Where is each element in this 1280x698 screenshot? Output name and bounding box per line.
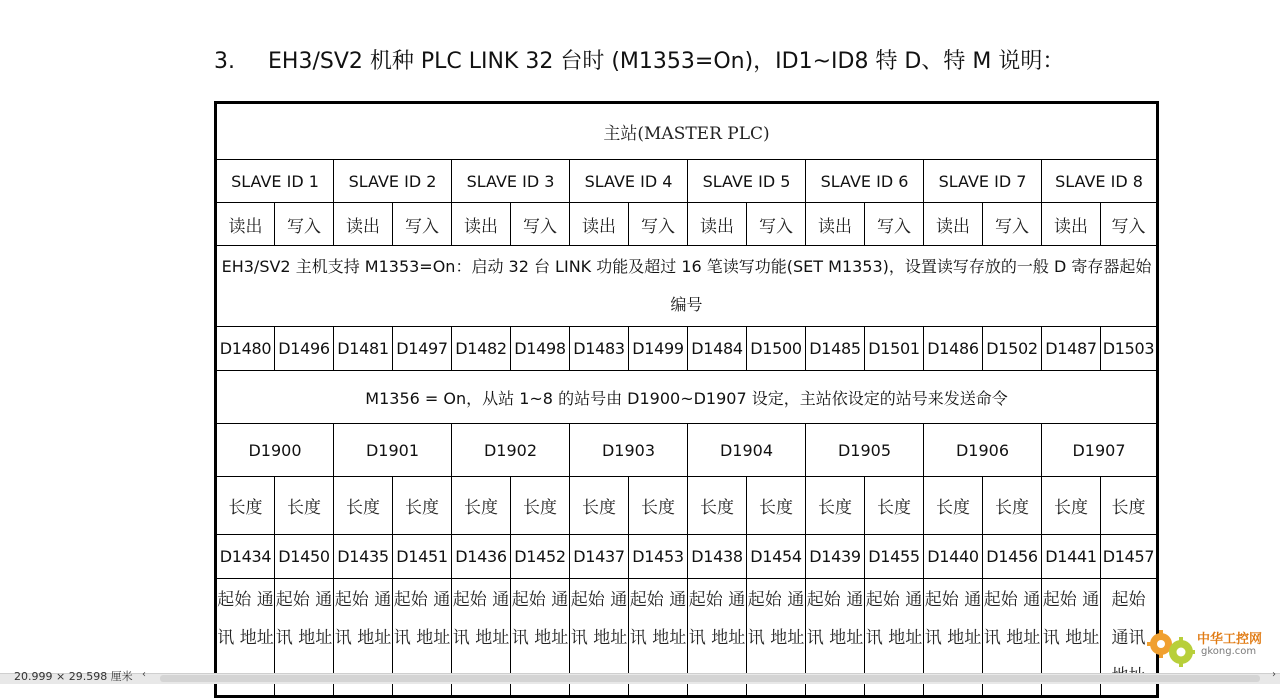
- length-register-cell: D1440: [924, 535, 983, 579]
- register-row: [216, 327, 1158, 371]
- length-cell: 长度: [393, 477, 452, 535]
- read-cell: 读出: [1042, 203, 1101, 246]
- register-cell: D1487: [1042, 327, 1101, 371]
- start-address-cell: 起始 通讯 地址: [924, 579, 983, 697]
- slave-id-cell: SLAVE ID 7: [924, 160, 1042, 203]
- length-cell: 长度: [629, 477, 688, 535]
- register-cell: D1500: [747, 327, 806, 371]
- register-cell: D1486: [924, 327, 983, 371]
- length-cell: 长度: [865, 477, 924, 535]
- length-cell: 长度: [452, 477, 511, 535]
- scroll-right-icon[interactable]: ›: [1272, 669, 1276, 680]
- length-register-cell: D1452: [511, 535, 570, 579]
- write-cell: 写入: [629, 203, 688, 246]
- length-register-cell: D1456: [983, 535, 1042, 579]
- start-address-cell: 起始 通讯 地址: [393, 579, 452, 697]
- start-address-cell: 起始 通讯 地址: [688, 579, 747, 697]
- read-cell: 读出: [688, 203, 747, 246]
- gear-icon: [1145, 622, 1195, 668]
- register-cell: D1480: [216, 327, 275, 371]
- write-cell: 写入: [393, 203, 452, 246]
- note-row: [216, 246, 1158, 327]
- start-address-cell: 起始 通讯 地址: [747, 579, 806, 697]
- watermark-domain: gkong.com: [1201, 646, 1257, 657]
- start-address-cell: 起始 通讯 地址: [334, 579, 393, 697]
- start-address-cell: 起始 通讯 地址: [1042, 579, 1101, 697]
- length-register-cell: D1436: [452, 535, 511, 579]
- read-cell: 读出: [334, 203, 393, 246]
- station-note-cell: M1356 = On，从站 1~8 的站号由 D1900~D1907 设定，主站依设定的站号来发送命令: [216, 371, 1158, 424]
- length-cell: 长度: [1101, 477, 1158, 535]
- station-note-row: [216, 371, 1158, 424]
- start-address-cell: 起始 通讯 地址: [983, 579, 1042, 697]
- register-cell: D1481: [334, 327, 393, 371]
- length-cell: 长度: [570, 477, 629, 535]
- register-cell: D1498: [511, 327, 570, 371]
- slave-id-cell: SLAVE ID 3: [452, 160, 570, 203]
- length-cell: 长度: [747, 477, 806, 535]
- register-cell: D1497: [393, 327, 452, 371]
- length-register-cell: D1437: [570, 535, 629, 579]
- write-cell: 写入: [1101, 203, 1158, 246]
- master-row: [216, 103, 1158, 160]
- register-cell: D1483: [570, 327, 629, 371]
- length-row: [216, 477, 1158, 535]
- length-register-cell: D1453: [629, 535, 688, 579]
- plc-link-table: [214, 101, 1159, 698]
- watermark-brand: 中华工控网: [1197, 632, 1263, 647]
- start-address-cell: 起始 通讯 地址: [570, 579, 629, 697]
- station-register-cell: D1905: [806, 424, 924, 477]
- register-cell: D1499: [629, 327, 688, 371]
- slave-id-cell: SLAVE ID 5: [688, 160, 806, 203]
- length-cell: 长度: [806, 477, 865, 535]
- station-register-cell: D1904: [688, 424, 806, 477]
- start-address-cell: 起始 通讯 地址: [865, 579, 924, 697]
- read-cell: 读出: [570, 203, 629, 246]
- length-register-cell: D1438: [688, 535, 747, 579]
- length-cell: 长度: [511, 477, 570, 535]
- read-cell: 读出: [216, 203, 275, 246]
- register-cell: D1503: [1101, 327, 1158, 371]
- station-register-cell: D1906: [924, 424, 1042, 477]
- length-register-cell: D1441: [1042, 535, 1101, 579]
- length-cell: 长度: [275, 477, 334, 535]
- station-register-cell: D1901: [334, 424, 452, 477]
- length-cell: 长度: [924, 477, 983, 535]
- read-cell: 读出: [924, 203, 983, 246]
- page-size-readout: 20.999 × 29.598 厘米: [14, 670, 133, 683]
- write-cell: 写入: [983, 203, 1042, 246]
- start-address-cell: 起始 通讯 地址: [511, 579, 570, 697]
- slave-id-cell: SLAVE ID 2: [334, 160, 452, 203]
- read-cell: 读出: [452, 203, 511, 246]
- length-register-cell: D1439: [806, 535, 865, 579]
- length-cell: 长度: [983, 477, 1042, 535]
- start-address-cell: 起始 通讯 地址: [452, 579, 511, 697]
- horizontal-scrollbar[interactable]: [160, 675, 1260, 682]
- note-cell: EH3/SV2 主机支持 M1353=On：启动 32 台 LINK 功能及超过 16 笔读写功能(SET M1353)，设置读写存放的一般 D 寄存器起始编号: [216, 246, 1158, 327]
- station-register-cell: D1900: [216, 424, 334, 477]
- register-cell: D1482: [452, 327, 511, 371]
- write-cell: 写入: [511, 203, 570, 246]
- slave-id-row: [216, 160, 1158, 203]
- length-cell: 长度: [1042, 477, 1101, 535]
- station-register-cell: D1902: [452, 424, 570, 477]
- length-register-cell: D1450: [275, 535, 334, 579]
- start-address-cell: 起始 通讯 地址: [216, 579, 275, 697]
- slave-id-cell: SLAVE ID 1: [216, 160, 334, 203]
- scroll-left-icon[interactable]: ‹: [142, 669, 146, 680]
- slave-id-cell: SLAVE ID 4: [570, 160, 688, 203]
- start-address-cell: 起始 通讯: [1101, 579, 1158, 697]
- station-register-cell: D1907: [1042, 424, 1158, 477]
- section-title: EH3/SV2 机种 PLC LINK 32 台时 (M1353=On)，ID1~ID8 特 D、特 M 说明：: [268, 49, 1065, 74]
- length-cell: 长度: [216, 477, 275, 535]
- station-register-cell: D1903: [570, 424, 688, 477]
- start-address-cell: 起始 通讯 地址: [629, 579, 688, 697]
- length-register-cell: D1435: [334, 535, 393, 579]
- register-cell: D1496: [275, 327, 334, 371]
- register-cell: D1501: [865, 327, 924, 371]
- section-number: 3.: [214, 49, 235, 74]
- length-register-cell: D1457: [1101, 535, 1158, 579]
- length-register-cell: D1451: [393, 535, 452, 579]
- register-cell: D1484: [688, 327, 747, 371]
- slave-id-cell: SLAVE ID 6: [806, 160, 924, 203]
- slave-id-cell: SLAVE ID 8: [1042, 160, 1158, 203]
- write-cell: 写入: [275, 203, 334, 246]
- register-cell: D1502: [983, 327, 1042, 371]
- write-cell: 写入: [747, 203, 806, 246]
- length-cell: 长度: [688, 477, 747, 535]
- register-cell: D1485: [806, 327, 865, 371]
- length-register-row: [216, 535, 1158, 579]
- write-cell: 写入: [865, 203, 924, 246]
- status-bar: [0, 669, 1280, 684]
- section-heading: [214, 44, 1064, 80]
- start-address-cell: 起始 通讯 地址: [806, 579, 865, 697]
- watermark-logo: [1145, 622, 1275, 668]
- station-register-row: [216, 424, 1158, 477]
- length-register-cell: D1434: [216, 535, 275, 579]
- master-cell: 主站(MASTER PLC): [216, 103, 1158, 160]
- length-register-cell: D1454: [747, 535, 806, 579]
- length-register-cell: D1455: [865, 535, 924, 579]
- length-cell: 长度: [334, 477, 393, 535]
- read-cell: 读出: [806, 203, 865, 246]
- start-address-cell: 起始 通讯 地址: [275, 579, 334, 697]
- read-write-row: [216, 203, 1158, 246]
